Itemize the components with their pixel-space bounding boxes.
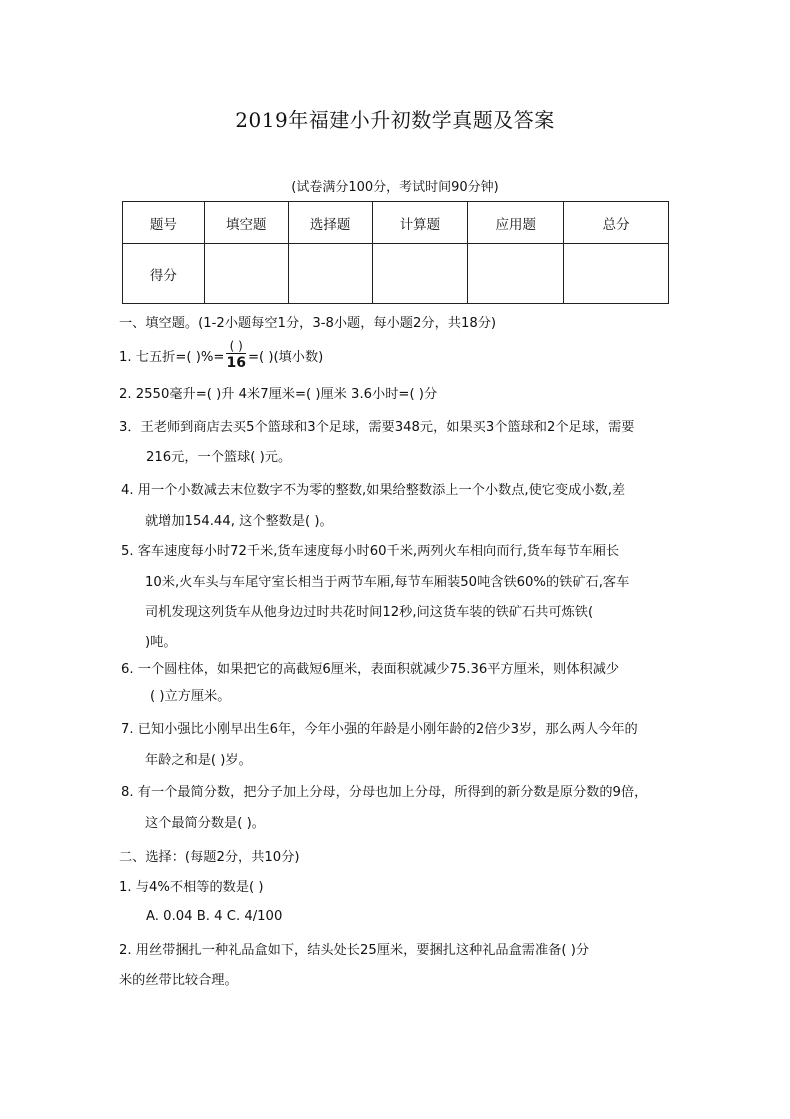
question-5-line-1: 5. 客车速度每小时72千米,货车速度每小时60千米,两列火车相向而行,货车每节车厢长	[121, 544, 620, 559]
score-cell	[204, 244, 288, 304]
question-3-line-1: 3．王老师到商店去买5个篮球和3个足球，需要348元，如果买3个篮球和2个足球，需要	[119, 420, 635, 435]
fraction-denominator: 16	[226, 355, 246, 371]
fraction	[226, 340, 245, 370]
fraction-numerator: ( )	[226, 340, 245, 354]
table-header-cell: 选择题	[288, 202, 372, 244]
score-table-header-row	[123, 202, 669, 244]
question-7-line-2: 年龄之和是( )岁。	[145, 753, 252, 768]
question-1	[119, 337, 323, 373]
table-header-cell: 题号	[123, 202, 205, 244]
question-1-suffix: =( )(填小数)	[247, 349, 324, 365]
score-table	[122, 201, 669, 304]
question-6-line-2: ( )立方厘米。	[150, 689, 231, 704]
question-1-prefix: 1. 七五折=( )%=	[119, 349, 225, 365]
question-7-line-1: 7. 已知小强比小刚早出生6年，今年小强的年龄是小刚年龄的2倍少3岁，那么两人今年的	[121, 722, 638, 737]
question-3-line-2: 216元，一个篮球( )元。	[146, 450, 292, 465]
question-8-line-1: 8. 有一个最简分数，把分子加上分母，分母也加上分母，所得到的新分数是原分数的9倍，	[121, 785, 648, 800]
score-table-row	[123, 244, 669, 304]
choice-question-1: 1. 与4%不相等的数是( )	[119, 880, 264, 895]
table-header-cell: 填空题	[204, 202, 288, 244]
exam-info: (试卷满分100分，考试时间90分钟)	[291, 180, 499, 195]
question-5-line-2: 10米,火车头与车尾守室长相当于两节车厢,每节车厢装50吨含铁60%的铁矿石,客车	[145, 575, 630, 590]
question-2: 2. 2550毫升=( )升 4米7厘米=( )厘米 3.6小时=( )分	[119, 387, 438, 402]
score-cell	[468, 244, 564, 304]
score-cell	[372, 244, 468, 304]
section2-heading: 二、选择：(每题2分，共10分)	[119, 850, 300, 865]
row-label-cell: 得分	[123, 244, 205, 304]
table-header-cell: 总分	[564, 202, 669, 244]
choice-question-2-line-2: 米的丝带比较合理。	[119, 973, 238, 988]
section1-heading: 一、填空题。(1-2小题每空1分，3-8小题，每小题2分，共18分)	[119, 316, 497, 331]
question-5-line-4: )吨。	[145, 635, 177, 650]
table-header-cell: 计算题	[372, 202, 468, 244]
question-5-line-3: 司机发现这列货车从他身边过时共花时间12秒,问这货车装的铁矿石共可炼铁(	[145, 605, 594, 620]
choice-question-1-options: A. 0.04 B. 4 C. 4/100	[146, 909, 283, 924]
question-6-line-1: 6. 一个圆柱体，如果把它的高截短6厘米，表面积就减少75.36平方厘米，则体积减少	[121, 662, 620, 677]
question-4-line-1: 4. 用一个小数减去末位数字不为零的整数,如果给整数添上一个小数点,使它变成小数,差	[121, 483, 626, 498]
choice-question-2-line-1: 2. 用丝带捆扎一种礼品盒如下，结头处长25厘米，要捆扎这种礼品盒需准备( )分	[119, 943, 590, 958]
page-title: 2019年福建小升初数学真题及答案	[235, 108, 555, 132]
table-header-cell: 应用题	[468, 202, 564, 244]
score-cell	[564, 244, 669, 304]
question-4-line-2: 就增加154.44, 这个整数是( )。	[145, 514, 333, 529]
score-cell	[288, 244, 372, 304]
question-8-line-2: 这个最简分数是( )。	[145, 816, 265, 831]
